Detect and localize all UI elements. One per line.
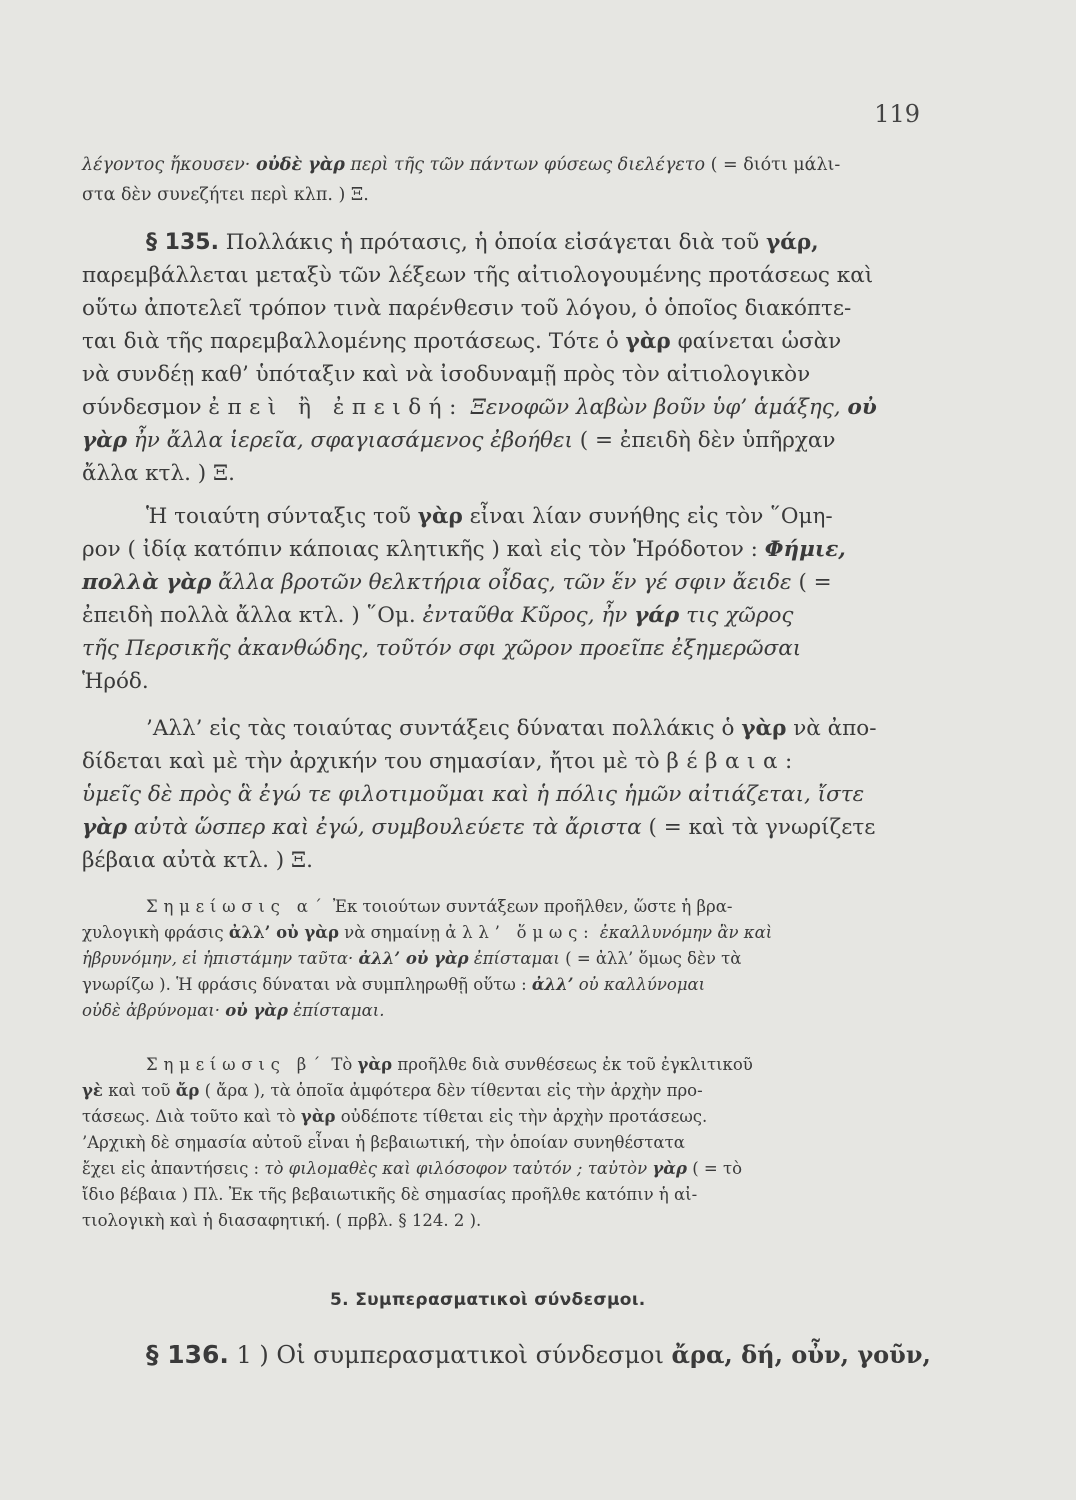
text-span: γὰρ: [82, 428, 128, 453]
text-line: [82, 920, 772, 946]
text-span: γὰρ: [417, 504, 463, 529]
section-number: § 135.: [146, 230, 219, 255]
note-label: Σημείωσις β΄: [146, 1055, 327, 1074]
text-span: ἐνταῦθα Κῦρος, ἦν: [422, 603, 628, 628]
text-line: [82, 424, 877, 457]
text-span: Πολλάκις ἡ πρότασις, ἡ ὁποία εἰσάγεται διὰ τοῦ: [225, 230, 760, 255]
text-span: 1 ) Οἱ συμπερασματικοὶ σύνδεσμοι: [236, 1341, 664, 1369]
text-line: [82, 150, 840, 180]
text-span: ἀλλ’: [531, 975, 574, 994]
text-span: Τὸ: [331, 1055, 353, 1074]
text-line: ὑμεῖς δὲ πρὸς ἃ ἐγώ τε φιλοτιμοῦμαι καὶ ἡ πόλις ἡμῶν αἰτιάζεται, ἴστε: [82, 782, 865, 807]
text-span: ἀλλ’ οὐ γὰρ: [358, 949, 469, 968]
text-span: ( =: [798, 570, 832, 595]
text-span: γάρ,: [766, 230, 819, 255]
text-span: βέβαια:: [666, 749, 800, 774]
text-line: [82, 998, 772, 1024]
text-span: νὰ σημαίνῃ: [344, 923, 440, 942]
text-line: [82, 946, 772, 972]
text-span: ( ἄρα ), τὰ ὁποῖα ἀμφότερα δὲν τίθενται εἰς τὴν ἀρχὴν προ-: [204, 1081, 703, 1100]
text-span: τις χῶρος: [686, 603, 794, 628]
text-span: περὶ τῆς τῶν πάντων φύσεως διελέγετο: [350, 155, 706, 175]
text-span: ἀλλ’ οὐ γὰρ: [228, 923, 339, 942]
text-span: ἄρα, δή, οὖν, γοῦν,: [671, 1340, 931, 1369]
text-span: ἐκαλλυνόμην ἂν καὶ: [599, 923, 773, 942]
text-span: ἐπίσταμαι: [473, 949, 560, 968]
text-line: ἴδιο βέβαια ) Πλ. Ἐκ τῆς βεβαιωτικῆς δὲ σημασίας προῆλθε κατόπιν ἡ αἰ-: [82, 1185, 698, 1204]
text-span: δίδεται καὶ μὲ τὴν ἀρχικήν του σημασίαν, ἤτοι μὲ τὸ: [82, 749, 660, 774]
text-span: ἀλλ’ ὅμως:: [445, 923, 595, 942]
text-span: τὸ φιλομαθὲς καὶ φιλόσοφον ταὐτόν ; ταὐτὸν: [264, 1159, 648, 1178]
text-span: ’Αλλ’ εἰς τὰς τοιαύτας συντάξεις δύναται πολλάκις ὁ: [146, 716, 735, 741]
text-span: ( = ἀλλ’ ὅμως δὲν τὰ: [565, 949, 742, 968]
page-number: 119: [874, 100, 920, 128]
text-span: σύνδεσμον: [82, 395, 202, 420]
text-span: οὐ γὰρ: [225, 1001, 288, 1020]
text-span: Ἡ τοιαύτη σύνταξις τοῦ: [146, 504, 411, 529]
text-span: οὐδὲ γὰρ: [255, 155, 345, 175]
text-span: νὰ ἀπο-: [793, 716, 877, 741]
text-span: ( = διότι μάλι-: [710, 155, 841, 175]
text-line: παρεμβάλλεται μεταξὺ τῶν λέξεων τῆς αἰτιολογουμένης προτάσεως καὶ: [82, 263, 874, 288]
text-line: τιολογικὴ καὶ ἡ διασαφητική. ( πρβλ. § 124. 2 ).: [82, 1211, 482, 1230]
text-span: ἐπεὶ ἢ ἐπειδή:: [208, 395, 464, 420]
text-span: Ξενοφῶν λαβὼν βοῦν ὑφ’ ἁμάξης,: [470, 395, 841, 420]
text-line: [82, 226, 877, 259]
text-line: [82, 712, 877, 745]
section-heading: 5. Συμπερασματικοὶ σύνδεσμοι.: [330, 1290, 646, 1310]
text-span: γὰρ: [625, 329, 671, 354]
text-line: στα δὲν συνεζήτει περὶ κλπ. ) Ξ.: [82, 185, 369, 205]
text-line: [82, 391, 877, 424]
text-line: [82, 566, 846, 599]
text-span: εἶναι λίαν συνήθης εἰς τὸν ῞Ομη-: [469, 504, 833, 529]
text-line: [82, 811, 877, 844]
text-line: [82, 972, 772, 998]
paragraph-continuation: [82, 150, 840, 210]
text-line: [82, 1156, 753, 1182]
text-span: ἦν ἄλλα ἱερεῖα, σφαγιασάμενος ἐβοήθει: [133, 428, 573, 453]
text-span: γὰρ: [357, 1055, 393, 1074]
text-line: [82, 500, 846, 533]
text-line: βέβαια αὐτὰ κτλ. ) Ξ.: [82, 848, 313, 873]
text-span: Φήμιε,: [764, 537, 846, 562]
text-span: οὐ καλλύνομαι: [578, 975, 706, 994]
text-span: τάσεως. Διὰ τοῦτο καὶ τὸ: [82, 1107, 296, 1126]
text-span: ἐπειδὴ πολλὰ ἄλλα κτλ. ) ῞Ομ.: [82, 603, 416, 628]
text-span: γὰρ: [82, 815, 128, 840]
text-span: ται διὰ τῆς παρεμβαλλομένης προτάσεως. Τότε ὁ: [82, 329, 619, 354]
text-line: [82, 533, 846, 566]
text-span: Ἐκ τοιούτων συντάξεων προῆλθεν, ὥστε ἡ βρα-: [332, 897, 733, 916]
text-line: [82, 599, 846, 632]
text-span: γὲ: [82, 1081, 103, 1100]
text-span: οὐ: [847, 395, 877, 420]
text-line: οὕτω ἀποτελεῖ τρόπον τινὰ παρένθεσιν τοῦ λόγου, ὁ ὁποῖος διακόπτε-: [82, 296, 852, 321]
note-label: Σημείωσις α΄: [146, 897, 328, 916]
text-span: γὰρ: [652, 1159, 687, 1178]
text-span: γνωρίζω ). Ἡ φράσις δύναται νὰ συμπληρωθῇ οὕτω :: [82, 975, 527, 994]
text-span: ἐπίσταμαι.: [293, 1001, 385, 1020]
text-span: καὶ τοῦ: [108, 1081, 171, 1100]
paragraph-original-meaning: [82, 712, 877, 877]
text-span: ἄλλα βροτῶν θελκτήρια οἶδας, τῶν ἕν γέ σφιν ἄειδε: [218, 570, 792, 595]
section-number: § 136.: [146, 1340, 229, 1369]
section-135: [82, 226, 877, 490]
text-span: ( = καὶ τὰ γνωρίζετε: [648, 815, 876, 840]
text-span: ἔχει εἰς ἀπαντήσεις :: [82, 1159, 260, 1178]
text-span: προῆλθε διὰ συνθέσεως ἐκ τοῦ ἐγκλιτικοῦ: [397, 1055, 753, 1074]
text-line: [146, 1340, 931, 1369]
text-span: γὰρ: [300, 1107, 336, 1126]
section-136: [146, 1340, 931, 1369]
text-line: [82, 325, 877, 358]
text-line: νὰ συνδέῃ καθ’ ὑπόταξιν καὶ νὰ ἰσοδυναμῇ πρὸς τὸν αἰτιολογικὸν: [82, 362, 811, 387]
text-span: αὐτὰ ὥσπερ καὶ ἐγώ, συμβουλεύετε τὰ ἄριστα: [133, 815, 642, 840]
text-line: Ἡρόδ.: [82, 669, 149, 694]
text-line: [82, 1104, 753, 1130]
note-beta: [82, 1052, 753, 1234]
text-line: [82, 1052, 753, 1078]
text-line: [82, 1078, 753, 1104]
note-alpha: [82, 894, 772, 1024]
text-span: γὰρ: [741, 716, 787, 741]
text-span: οὐδὲ ἀβρύνομαι·: [82, 1001, 220, 1020]
text-line: ἄλλα κτλ. ) Ξ.: [82, 461, 235, 486]
text-span: γάρ: [634, 603, 680, 628]
text-span: πολλὰ γὰρ: [82, 570, 212, 595]
text-span: ρον ( ἰδίᾳ κατόπιν κάποιας κλητικῆς ) καὶ εἰς τὸν Ἡρόδοτον :: [82, 537, 758, 562]
text-line: ’Αρχικὴ δὲ σημασία αὐτοῦ εἶναι ἡ βεβαιωτική, τὴν ὁποίαν συνηθέστατα: [82, 1133, 685, 1152]
text-span: οὐδέποτε τίθεται εἰς τὴν ἀρχὴν προτάσεως.: [340, 1107, 708, 1126]
text-line: τῆς Περσικῆς ἀκανθώδης, τοῦτόν σφι χῶρον προεῖπε ἐξημερῶσαι: [82, 636, 802, 661]
text-span: ἄρ: [175, 1081, 200, 1100]
paragraph-homer: [82, 500, 846, 698]
text-span: ἡβρυνόμην, εἰ ἠπιστάμην ταῦτα·: [82, 949, 354, 968]
text-line: [82, 745, 877, 778]
text-span: φαίνεται ὡσὰν: [677, 329, 842, 354]
text-span: ( = ἐπειδὴ δὲν ὑπῆρχαν: [579, 428, 836, 453]
text-line: [82, 894, 772, 920]
text-span: ( = τὸ: [692, 1159, 743, 1178]
text-span: χυλογικὴ φράσις: [82, 923, 224, 942]
text-span: λέγοντος ἤκουσεν·: [82, 155, 251, 175]
